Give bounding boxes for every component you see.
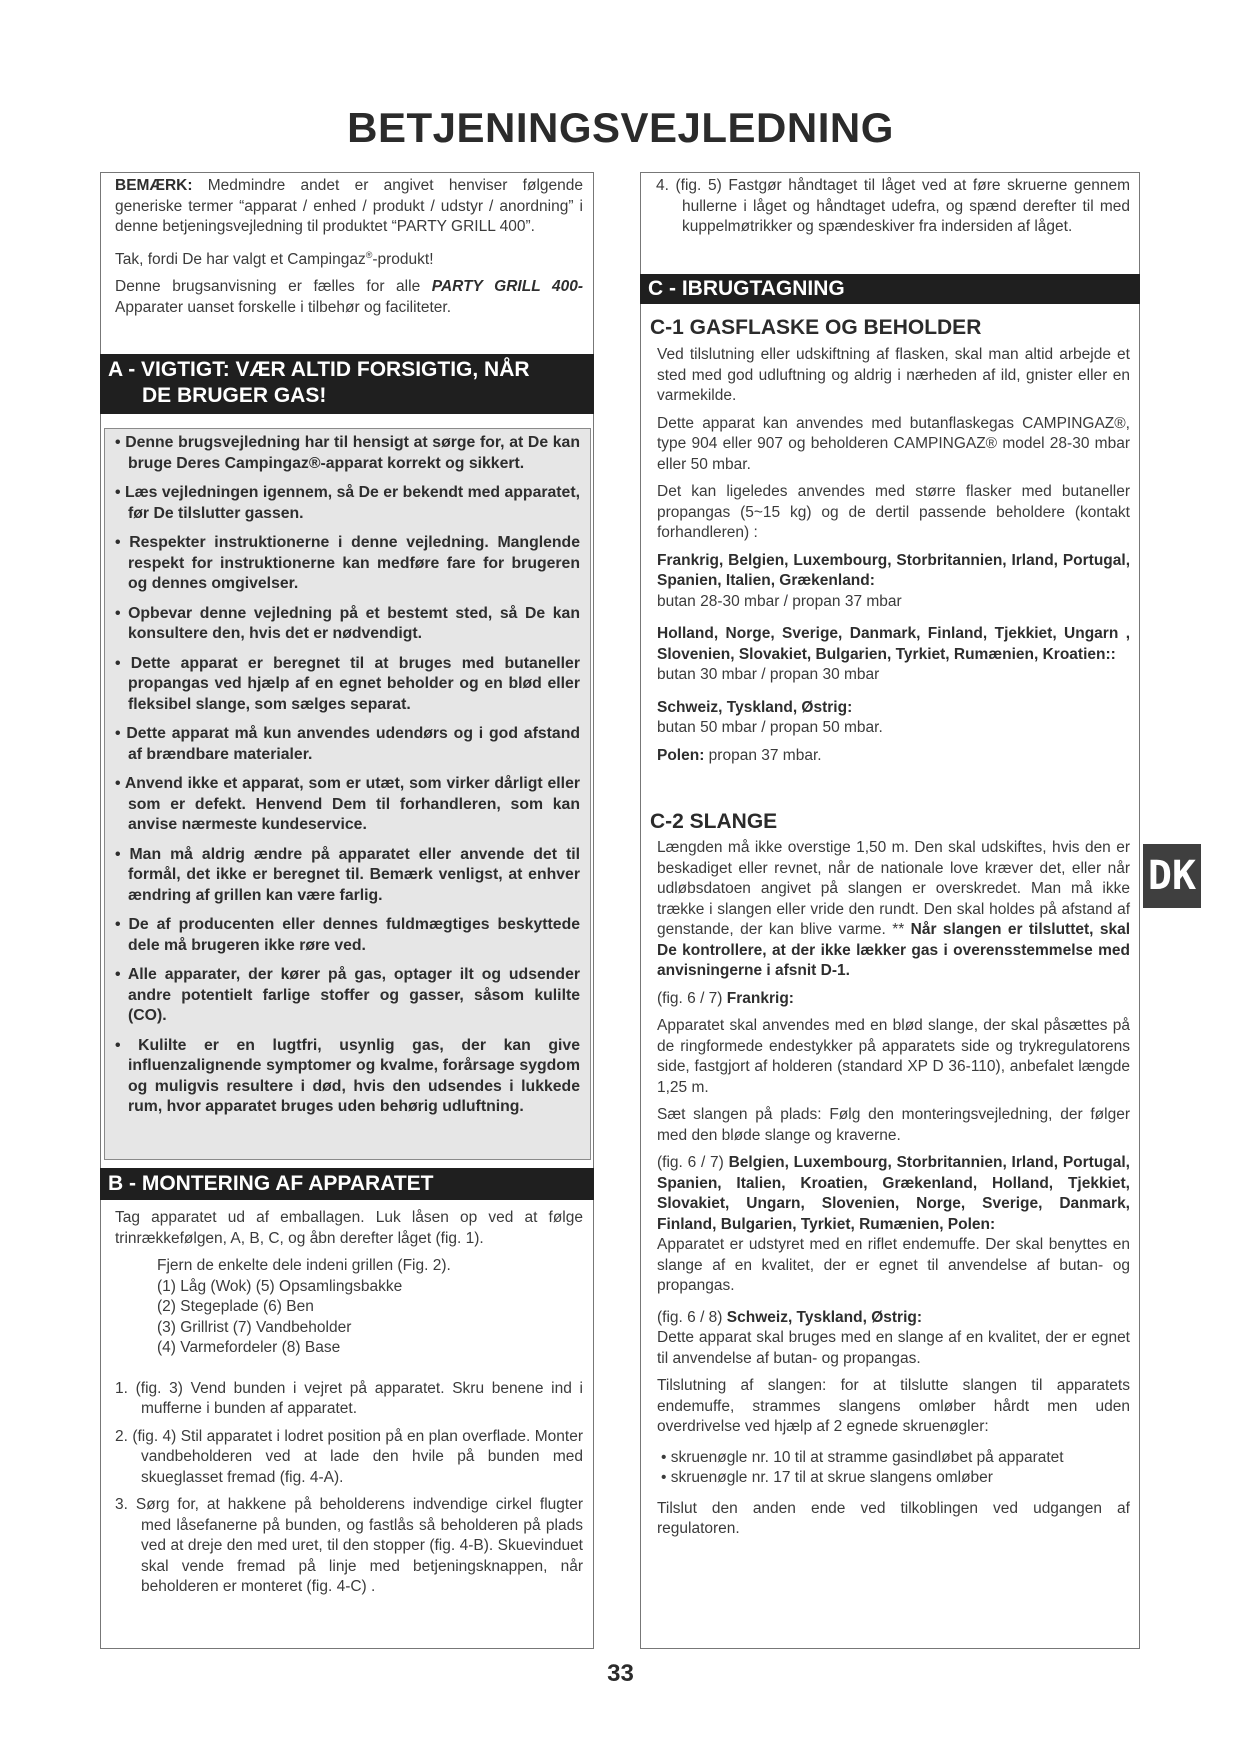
country-group: Schweiz, Tyskland, Østrig: (657, 698, 853, 716)
c1-paragraph: Dette apparat kan anvendes med butanflaskegas CAMPINGAZ®, type 904 eller 907 og beholderen CAMPINGAZ® model 28-30 mbar eller 50 mbar. (657, 414, 1130, 473)
part-line: (3) Grillrist (7) Vandbeholder (157, 1318, 352, 1336)
common-suffix: Apparater uanset forskelle i tilbehør og faciliteter. (115, 298, 452, 316)
warning-item: • Respekter instruktionerne i denne vejledning. Manglende respekt for instruktionerne kan medføre fare for brugeren og dennes omgivelser. (115, 534, 580, 592)
hose-text: Længden må ikke overstige 1,50 m. Den skal udskiftes, hvis den er beskadiget eller revnet, når de nationale love kræver det, eller når udløbsdatoen angivet på slangen er overskredet. Man må ikke trække i slangen eller vride den rundt. Den skal holdes på afstand af genstande, der kan blive varme. ** (657, 839, 1130, 938)
country-group: Schweiz, Tyskland, Østrig: (726, 1308, 923, 1326)
c2-paragraph (657, 838, 1130, 982)
language-tab: DK (1143, 844, 1201, 908)
part-line: (4) Varmefordeler (8) Base (157, 1339, 341, 1356)
step-1: 1. (fig. 3) Vend bunden i vejret på apparatet. Skru benene ind i mufferne i bunden af apparatet. (115, 1379, 583, 1417)
country-poland: Polen: (657, 746, 705, 764)
note-label: BEMÆRK: (115, 177, 193, 194)
thanks-suffix: -produkt! (372, 250, 434, 268)
c1-paragraph: Det kan ligeledes anvendes med større flasker med butaneller propangas (5~15 kg) og de dertil passende beholdere (kontakt forhandleren) : (657, 483, 1130, 541)
ribbed-paragraph: Apparatet er udstyret med en riflet endemuffe. Der skal benyttes en slange af en kvalitet, der er egnet til anvendelse af butan- og propangas. (657, 1236, 1130, 1294)
pressure-spec: butan 30 mbar / propan 30 mbar (657, 666, 880, 683)
pressure-poland: propan 37 mbar. (704, 746, 822, 764)
poland-spec (657, 746, 1130, 767)
intro-thanks (115, 245, 583, 271)
section-a-header (100, 354, 594, 414)
warning-item: • Kulilte er en lugtfri, usynlig gas, der kan give influenzalignende symptomer og kvalme, forårsage sygdom og muligvis resultere i død, hvis den udsendes i lukkede rum, hvor apparatet bruges uden behørig udluftning. (115, 1036, 580, 1115)
step-3: 3. Sørg for, at hakkene på beholderens indvendige cirkel flugter med låsefanerne på bunden, og fastlås så beholderen på plads ved at dreje den med uret, til den stopper (fig. 4-B). Skuevinduet skal vende fremad på linje med betjeningsknappen, når beholderen er monteret (fig. 4-C) . (115, 1496, 583, 1595)
section-b-header: B - MONTERING AF APPARATET (100, 1168, 594, 1200)
page-title: BETJENINGSVEJLEDNING (347, 104, 894, 151)
intro-common (115, 277, 583, 318)
pressure-spec: butan 28-30 mbar / propan 37 mbar (657, 592, 902, 610)
swiss-paragraph: Dette apparat skal bruges med en slange af en kvalitet, der er egnet til anvendelse af butan- og propangas. (657, 1329, 1130, 1367)
country-group: Belgien, Luxembourg, Storbritannien, Irland, Portugal, Spanien, Italien, Kroatien, Grækenland, Holland, Tjekkiet, Slovakiet, Ungarn, Slovenien, Norge, Sverige, Danmark, Finland, Bulgarien, Tyrkiet, Rumænien, Polen: (657, 1154, 1130, 1233)
section-a-title-line1: A - VIGTIGT: VÆR ALTID FORSIGTIG, NÅR (108, 358, 530, 381)
country-group: Frankrig, Belgien, Luxembourg, Storbritannien, Irland, Portugal, Spanien, Italien, Grækenland: (657, 551, 1130, 589)
wrench-bullet: • skruenøgle nr. 17 til at skrue slangens omløber (661, 1469, 993, 1486)
fig-label-france (657, 989, 1130, 1010)
section-b-intro: Tag apparatet ud af emballagen. Luk låsen op ved at følge trinrækkefølgen, A, B, C, og åbn derefter låget (fig. 1). (115, 1209, 583, 1247)
parts-intro: Fjern de enkelte dele indeni grillen (Fig. 2). (157, 1257, 451, 1274)
step-2: 2. (fig. 4) Stil apparatet i lodret position på en plan overflade. Monter vandbeholderen ved at lade den hvile på bunden med skueglasset fremad (fig. 4-A). (115, 1427, 583, 1486)
warning-item: • Denne brugsvejledning har til hensigt at sørge for, at De kan bruge Deres Campingaz®-apparat korrekt og sikkert. (115, 434, 580, 472)
part-line: (2) Stegeplade (6) Ben (157, 1298, 314, 1315)
fig-label-countries (657, 1153, 1130, 1235)
page-number: 33 (607, 1660, 634, 1687)
warning-item: • Anvend ikke et apparat, som er utæt, som virker dårligt eller som er defekt. Henvend Dem til forhandleren, som kan anvise nærmeste kundeservice. (115, 775, 580, 833)
warning-item: • Alle apparater, der kører på gas, optager ilt og udsender andre potentielt farlige stoffer og gasser, såsom kulilte (CO). (115, 966, 580, 1024)
warning-item: • Man må aldrig ændre på apparatet eller anvende det til formål, det ikke er beregnet til. Bemærk venligst, at enhver ændring af grillen kan være farlig. (115, 845, 580, 904)
c1-heading: C-1 GASFLASKE OG BEHOLDER (650, 316, 982, 339)
france-paragraph: Apparatet skal anvendes med en blød slange, der skal påsættes på de ringformede endestykker på apparatets side og trykregulatorens side, fastgjort af holderen (standard XP D 36-110), anbefalet længde 1,25 m. (657, 1017, 1130, 1096)
fit-paragraph: Sæt slangen på plads: Følg den monteringsvejledning, der følger med den bløde slange og kraverne. (657, 1106, 1130, 1144)
part-line: (1) Låg (Wok) (5) Opsamlingsbakke (157, 1277, 403, 1295)
country-group: Holland, Norge, Sverige, Danmark, Finland, Tjekkiet, Ungarn , Slovenien, Slovakiet, Bulgarien, Tyrkiet, Rumænien, Kroatien:: (657, 625, 1130, 663)
note-text: Medmindre andet er angivet henviser følgende generiske termer “apparat / enhed / produkt / udstyr / anordning” i denne betjeningsvejledning til produktet “PARTY GRILL 400”. (115, 177, 583, 235)
parts-list (157, 1256, 583, 1359)
c2-body (657, 838, 1130, 1547)
fig-ref: (fig. 6 / 7) (657, 1154, 729, 1171)
fig-ref: (fig. 6 / 8) (657, 1308, 727, 1326)
pressure-spec: butan 50 mbar / propan 50 mbar. (657, 719, 883, 736)
final-paragraph: Tilslut den anden ende ved tilkoblingen ved udgangen af regulatoren. (657, 1499, 1130, 1537)
leak-check-note: Når slangen er tilsluttet, skal De kontrollere, at der ikke lækker gas i overensstemmelse med anvisningerne i afsnit D-1. (657, 921, 1130, 979)
section-b-body (115, 1208, 583, 1605)
warning-item: • Dette apparat er beregnet til at bruges med butaneller propangas ved hjælp af en egnet beholder og en blød eller fleksibel slange, som sælges separat. (115, 654, 580, 713)
registered-mark: ® (365, 249, 373, 260)
warning-item: • Læs vejledningen igennem, så De er bekendt med apparatet, før De tilslutter gassen. (115, 484, 580, 522)
warning-item: • De af producenten eller dennes fuldmægtiges beskyttede dele må brugeren ikke røre ved. (115, 916, 580, 954)
product-name: PARTY GRILL 400- (431, 278, 584, 296)
section-a-title-line2: DE BRUGER GAS! (142, 384, 327, 407)
c2-heading: C-2 SLANGE (650, 810, 778, 833)
warning-item: • Opbevar denne vejledning på et bestemt sted, så De kan konsultere den, hvis det er nødvendigt. (115, 604, 580, 642)
fig-label-swiss (657, 1308, 1130, 1329)
warning-item: • Dette apparat må kun anvendes udendørs og i god afstand af brændbare materialer. (115, 725, 580, 763)
step-4-block (656, 176, 1130, 245)
c1-body (657, 345, 1130, 773)
thanks-text: Tak, fordi De har valgt et Campingaz (115, 250, 366, 268)
c1-paragraph: Ved tilslutning eller udskiftning af flasken, skal man altid arbejde et sted med god udluftning og aldrig i nærheden af ild, gnister eller en varmekilde. (657, 346, 1130, 404)
section-c-header: C - IBRUGTAGNING (640, 274, 1140, 304)
intro-note (115, 176, 583, 238)
connect-paragraph: Tilslutning af slangen: for at tilslutte slangen til apparatets endemuffe, strammes slangens omløber hårdt men uden overdrivelse ved hjælp af 2 egnede skruenøgler: (657, 1377, 1130, 1435)
country-france: Frankrig: (726, 989, 794, 1007)
intro-block (115, 176, 583, 325)
common-text: Denne brugsanvisning er fælles for alle (115, 278, 432, 296)
step-4: 4. (fig. 5) Fastgør håndtaget til låget ved at føre skruerne gennem hullerne i låget og håndtaget udefra, og spænd derefter til med kuppelmøtrikker og spændeskiver fra indersiden af låget. (656, 177, 1130, 235)
warning-box (104, 428, 591, 1160)
fig-ref: (fig. 6 / 7) (657, 989, 727, 1007)
wrench-bullet: • skruenøgle nr. 10 til at stramme gasindløbet på apparatet (661, 1448, 1064, 1466)
